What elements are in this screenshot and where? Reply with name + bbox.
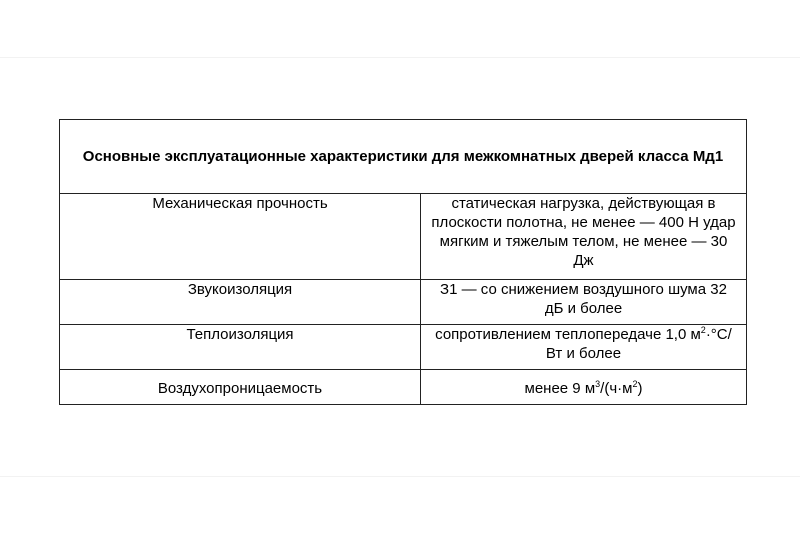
characteristics-table xyxy=(59,119,747,405)
value-text: ·°С/Вт и более xyxy=(545,326,732,362)
superscript: 2 xyxy=(632,379,638,389)
value-text: менее 9 м xyxy=(524,380,596,397)
param-cell: Воздухопроницаемость xyxy=(60,370,421,405)
value-cell: З1 — со снижением воздушного шума 32 дБ и более xyxy=(421,280,747,325)
value-cell: статическая нагрузка, действующая в плоскости полотна, не менее — 400 Н удар мягким и тяжелым телом, не менее — 30 Дж xyxy=(421,194,747,280)
superscript: 2 xyxy=(700,325,706,335)
value-text: сопротивлением теплопередаче 1,0 м xyxy=(435,326,701,343)
table-header-row xyxy=(60,120,747,194)
value-text: /(ч·м xyxy=(600,380,633,397)
param-cell: Звукоизоляция xyxy=(60,280,421,325)
table-row xyxy=(60,370,747,405)
value-cell xyxy=(421,325,747,370)
table-row xyxy=(60,325,747,370)
table-row xyxy=(60,194,747,280)
superscript: 3 xyxy=(595,379,601,389)
value-cell xyxy=(421,370,747,405)
table-row xyxy=(60,280,747,325)
param-cell: Теплоизоляция xyxy=(60,325,421,370)
value-text: ) xyxy=(637,380,643,397)
param-cell: Механическая прочность xyxy=(60,194,421,280)
table-title: Основные эксплуатационные характеристики для межкомнатных дверей класса Мд1 xyxy=(60,120,747,194)
